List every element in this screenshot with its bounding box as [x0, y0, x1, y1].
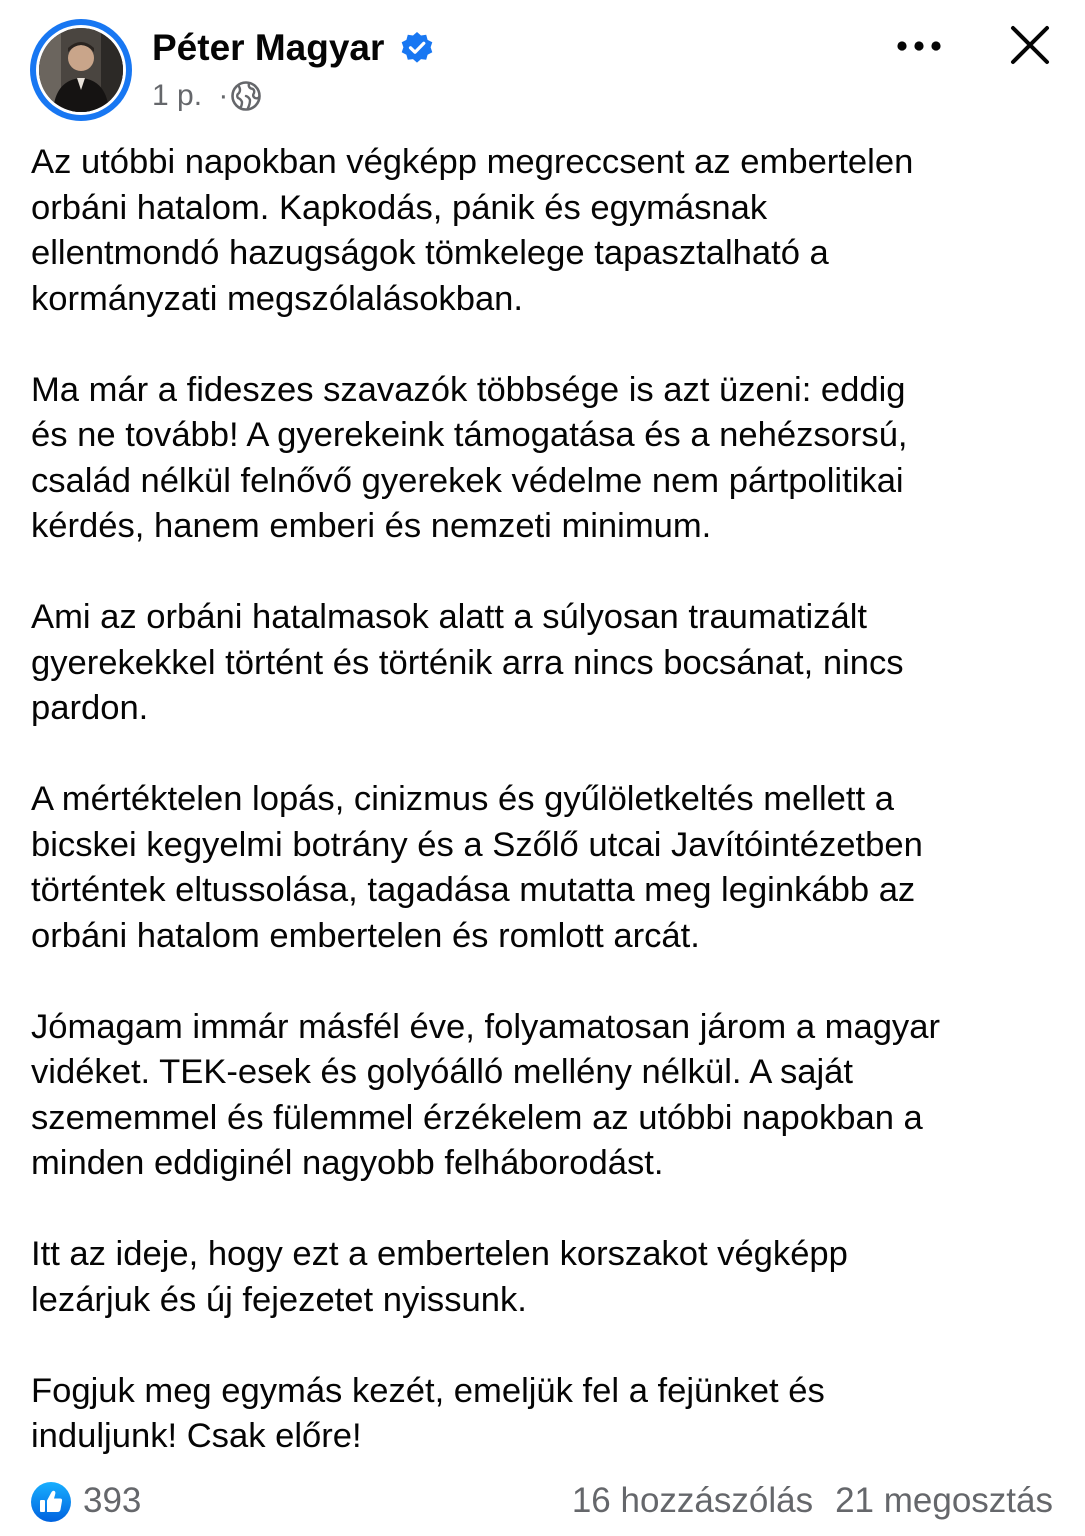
- meta-separator: ·: [218, 79, 229, 112]
- comments-count[interactable]: 16 hozzászólás: [571, 1481, 814, 1520]
- reaction-count[interactable]: 393: [83, 1481, 142, 1520]
- avatar-photo: [39, 28, 123, 112]
- post-paragraph: Az utóbbi napokban végképp megreccsent az embertelen orbáni hatalom. Kapkodás, pánik és egymásnak ellentmondó hazugságok tömkelege tapasztalható a kormányzati megszólalásokban.: [31, 143, 914, 318]
- post-paragraph: Itt az ideje, hogy ezt a embertelen korszakot végképp lezárjuk és új fejezetet nyissunk.: [31, 1235, 848, 1319]
- post-paragraph: Jómagam immár másfél éve, folyamatosan járom a magyar vidéket. TEK-esek és golyóálló mellény nélkül. A saját szememmel és fülemmel érzékelem az utóbbi napokban a minden eddiginél nagyobb felháborodást.: [31, 1007, 940, 1182]
- verified-badge-icon: [400, 31, 434, 65]
- post-paragraph: Fogjuk meg egymás kezét, emeljük fel a fejünket és induljunk! Csak előre!: [31, 1371, 825, 1455]
- avatar[interactable]: [30, 19, 132, 121]
- more-options-button[interactable]: [893, 26, 945, 66]
- timestamp[interactable]: 1 p.: [152, 79, 203, 112]
- post-body: [31, 140, 1061, 1460]
- post-paragraph: Ami az orbáni hatalmasok alatt a súlyosan traumatizált gyerekekkel történt és történik arra nincs bocsánat, nincs pardon.: [31, 598, 904, 727]
- post-footer: [0, 1475, 1085, 1530]
- globe-icon: [230, 80, 262, 112]
- post-paragraph: Ma már a fideszes szavazók többsége is azt üzeni: eddig és ne tovább! A gyerekeink támogatása és a nehézsorsú, család nélkül felnővő gyerekek védelme nem pártpolitikai kérdés, hanem emberi és nemzeti minimum.: [31, 370, 908, 545]
- close-icon: [1005, 20, 1055, 70]
- post-meta: [152, 78, 228, 114]
- more-dots-icon: [893, 26, 945, 66]
- person-silhouette-icon: [39, 28, 123, 112]
- author-name[interactable]: Péter Magyar: [152, 27, 385, 68]
- like-thumb-icon[interactable]: [30, 1481, 72, 1523]
- shares-count[interactable]: 21 megosztás: [835, 1481, 1053, 1520]
- post-paragraph: A mértéktelen lopás, cinizmus és gyűlöletkeltés mellett a bicskei kegyelmi botrány és a Szőlő utcai Javítóintézetben történtek eltussolása, tagadása mutatta meg leginkább az orbáni hatalom embertelen és romlott arcát.: [31, 780, 923, 955]
- close-button[interactable]: [1005, 20, 1055, 70]
- engagement-stats: [572, 1479, 1053, 1523]
- post-header: [0, 0, 1085, 125]
